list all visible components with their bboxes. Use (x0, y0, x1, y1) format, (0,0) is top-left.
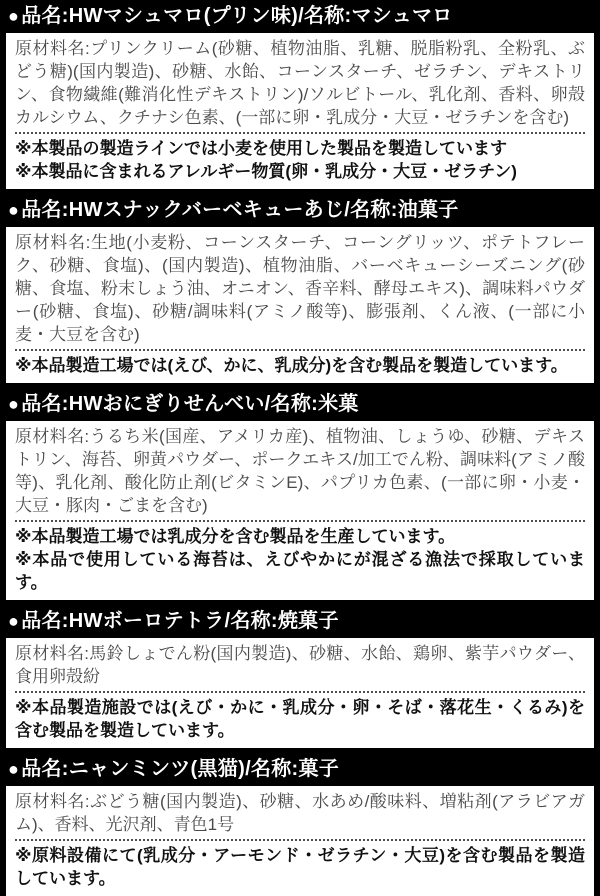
product-header (0, 753, 600, 785)
product-section-bolo-tetra (0, 605, 600, 748)
dotted-divider (15, 691, 585, 693)
ingredients-text: 原材料名:生地(小麦粉、コーンスターチ、コーングリッツ、ポテトフレーク、砂糖、食塩)、(国内製造)、植物油脂、バーベキューシーズニング(砂糖、食塩、粉末しょう油、オニオン、香辛料、酵母エキス)、調味料パウダー(砂糖、食塩)、砂糖/調味料(アミノ酸等)、膨張剤、くん液、(一部に小麦・大豆を含む) (15, 233, 585, 344)
product-title: 品名:ニャンミンツ(黒猫)/名称:菓子 (21, 758, 340, 780)
product-section-snack-bbq (0, 194, 600, 383)
bullet-icon: ● (8, 611, 20, 631)
ingredients-text: 原材料名:うるち米(国産、アメリカ産)、植物油、しょうゆ、砂糖、デキストリン、海苔、卵黄パウダー、ポークエキス/加工でん粉、調味料(アミノ酸等)、乳化剤、酸化防止剤(ビタミンE)、パプリカ色素、(一部に卵・小麦・大豆・豚肉・ごまを含む) (15, 427, 585, 515)
dotted-divider (15, 839, 585, 841)
ingredient-panel (6, 638, 594, 748)
product-section-onigiri-senbei (0, 388, 600, 600)
product-header (0, 194, 600, 226)
product-section-nyan-mints (0, 753, 600, 896)
dotted-divider (15, 132, 585, 134)
bullet-icon: ● (8, 200, 20, 220)
dotted-divider (15, 520, 585, 522)
allergy-note: ※本品製造工場では(えび、かに、乳成分)を含む製品を製造しています。 (15, 356, 568, 375)
allergy-note: ※本製品に含まれるアレルギー物質(卵・乳成分・大豆・ゼラチン) (15, 162, 517, 181)
bullet-icon: ● (8, 6, 20, 26)
product-header (0, 0, 600, 32)
product-section-marshmallow (0, 0, 600, 189)
ingredient-panel (6, 421, 594, 600)
ingredients-text: 原材料名:馬鈴しょでん粉(国内製造)、砂糖、水飴、鶏卵、紫芋パウダー、食用卵殻紛 (15, 644, 585, 686)
allergy-note: ※本製品の製造ラインでは小麦を使用した製品を製造しています (15, 139, 508, 158)
product-title: 品名:HWマシュマロ(プリン味)/名称:マシュマロ (21, 5, 453, 27)
ingredients-text: 原材料名:ぶどう糖(国内製造)、砂糖、水あめ/酸味料、増粘剤(アラビアガム)、香料、光沢剤、青色1号 (15, 792, 585, 834)
ingredient-panel (6, 227, 594, 383)
dotted-divider (15, 349, 585, 351)
allergy-note: ※本品で使用している海苔は、えびやかにが混ざる漁法で採取しています。 (15, 550, 585, 592)
product-title: 品名:HWボーロテトラ/名称:焼菓子 (21, 610, 339, 632)
allergy-note: ※本品製造工場では乳成分を含む製品を生産しています。 (15, 527, 456, 546)
ingredient-panel (6, 33, 594, 189)
allergy-note: ※原料設備にて(乳成分・アーモンド・ゼラチン・大豆)を含む製品を製造しています。 (15, 846, 585, 888)
bullet-icon: ● (8, 394, 20, 414)
bullet-icon: ● (8, 759, 20, 779)
product-title: 品名:HWスナックバーベキューあじ/名称:油菓子 (21, 199, 459, 221)
product-header (0, 605, 600, 637)
product-header (0, 388, 600, 420)
ingredients-text: 原材料名:プリンクリーム(砂糖、植物油脂、乳糖、脱脂粉乳、全粉乳、ぶどう糖)(国内製造)、砂糖、水飴、コーンスターチ、ゼラチン、デキストリン、食物繊維(難消化性デキストリン)/ソルビトール、乳化剤、香料、卵殻カルシウム、クチナシ色素、(一部に卵・乳成分・大豆・ゼラチンを含む) (15, 39, 585, 127)
ingredient-panel (6, 786, 594, 896)
allergy-note: ※本品製造施設では(えび・かに・乳成分・卵・そば・落花生・くるみ)を含む製品を製造しています。 (15, 698, 585, 740)
product-title: 品名:HWおにぎりせんべい/名称:米菓 (21, 393, 359, 415)
